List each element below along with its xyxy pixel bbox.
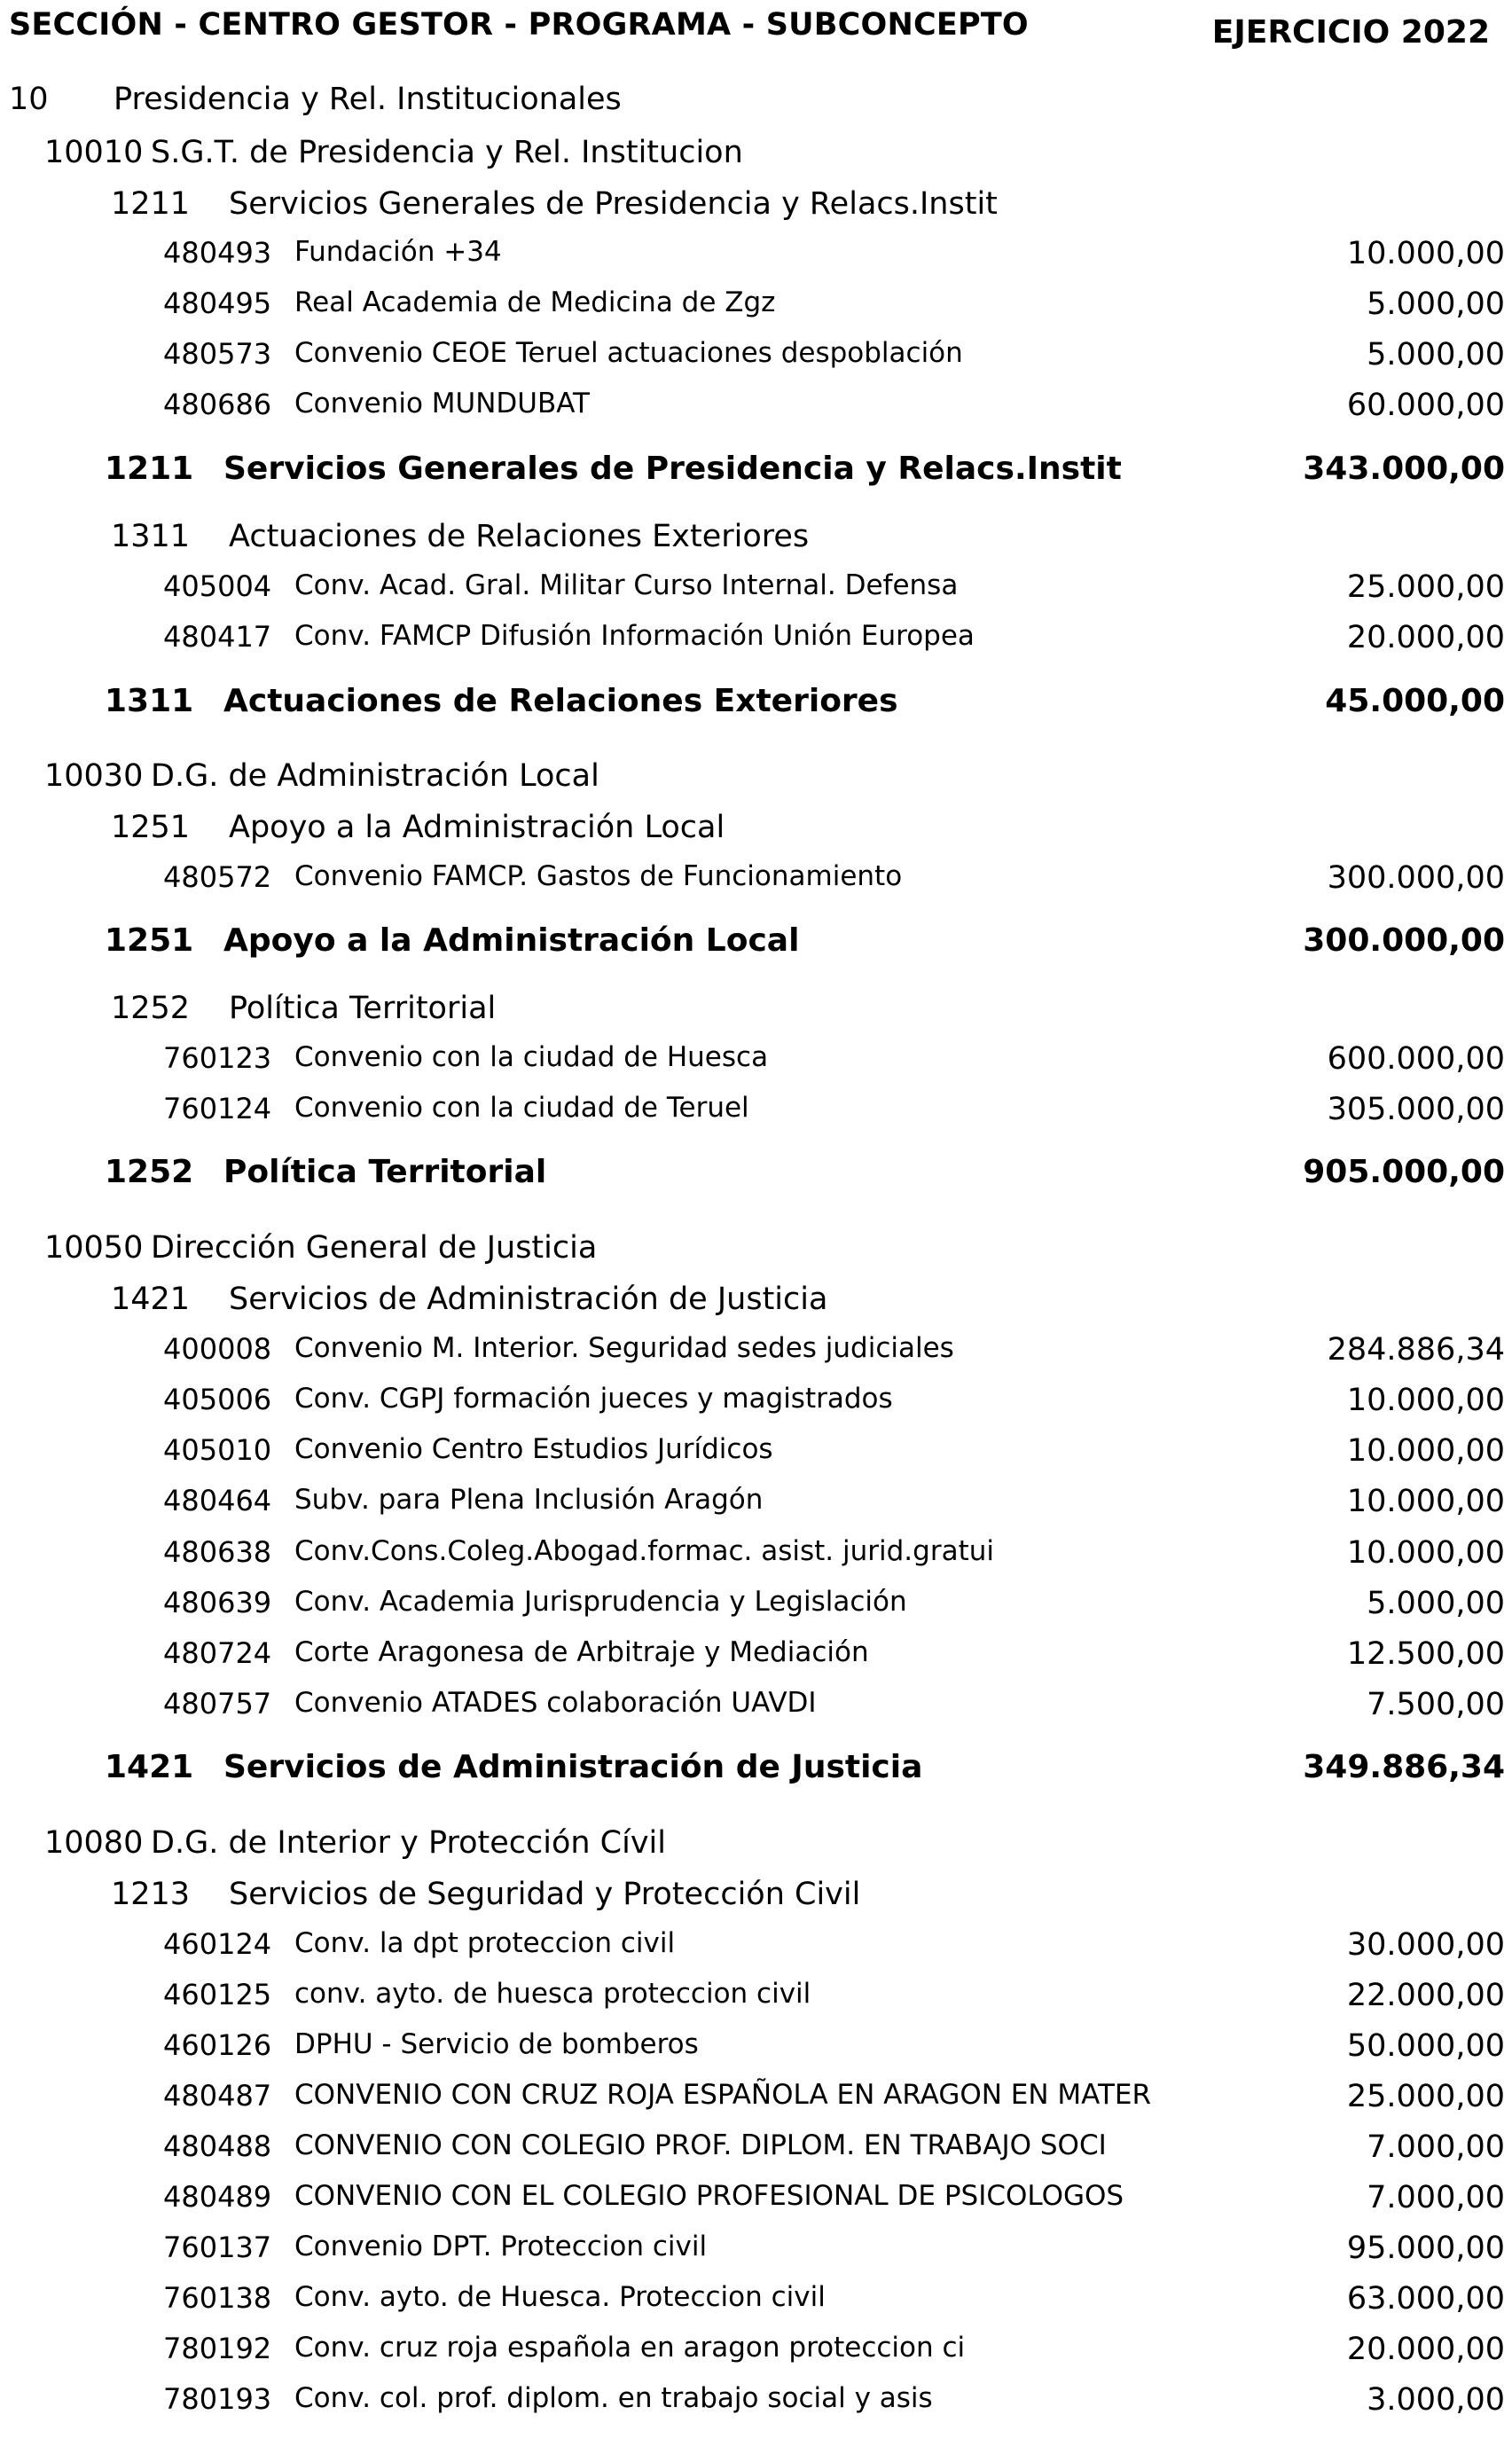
row-name: Actuaciones de Relaciones Exteriores [229,519,810,554]
row-code: 480639 [163,1586,272,1619]
row-code: 1251 [111,810,191,845]
fiscal-year: EJERCICIO 2022 [1211,14,1490,51]
row-code: 480488 [163,2129,272,2163]
row-amount: 10.000,00 [1346,1535,1505,1571]
report-title: SECCIÓN - CENTRO GESTOR - PROGRAMA - SUBCONCEPTO [9,7,1029,43]
row-name: Conv. Acad. Gral. Militar Curso Internal. Defensa [294,569,959,601]
row-name: Conv. la dpt proteccion civil [294,1927,676,1959]
row-name: Conv. ayto. de Huesca. Proteccion civil [294,2281,826,2313]
report-header [9,7,1508,53]
row-amount: 22.000,00 [1346,1978,1505,2013]
row-name: Apoyo a la Administración Local [223,922,800,959]
row-name: DPHU - Servicio de bomberos [294,2028,699,2060]
row-code: 760137 [163,2231,272,2264]
row-code: 460124 [163,1927,272,1961]
row-amount: 5.000,00 [1367,1586,1505,1621]
row-code: 1211 [111,186,191,222]
row-name: Convenio FAMCP. Gastos de Funcionamiento [294,860,903,892]
row-name: Servicios Generales de Presidencia y Relacs.Instit [229,186,998,222]
row-code: 1421 [111,1282,191,1317]
row-code: 480417 [163,620,272,654]
row-amount: 600.000,00 [1327,1041,1505,1077]
row-name: Servicios de Seguridad y Protección Civil [229,1877,861,1912]
row-amount: 905.000,00 [1303,1154,1505,1190]
row-name: Convenio con la ciudad de Huesca [294,1041,769,1073]
row-amount: 60.000,00 [1346,388,1505,423]
row-code: 10050 [44,1230,144,1266]
row-amount: 3.000,00 [1367,2382,1505,2418]
row-code: 1252 [105,1154,194,1190]
row-code: 780193 [163,2382,272,2416]
row-amount: 10.000,00 [1346,1383,1505,1418]
row-name: Conv.Cons.Coleg.Abogad.formac. asist. jurid.gratui [294,1535,994,1567]
row-name: Convenio ATADES colaboración UAVDI [294,1687,817,1719]
row-amount: 284.886,34 [1327,1332,1505,1368]
row-code: 1213 [111,1877,191,1912]
row-amount: 12.500,00 [1346,1636,1505,1672]
row-name: Convenio MUNDUBAT [294,388,590,419]
row-name: Conv. Academia Jurisprudencia y Legislación [294,1586,907,1618]
row-amount: 5.000,00 [1367,286,1505,322]
row-code: 760123 [163,1041,272,1075]
row-code: 480573 [163,337,272,371]
row-amount: 7.500,00 [1367,1687,1505,1722]
row-name: Presidencia y Rel. Institucionales [114,82,622,117]
row-name: CONVENIO CON CRUZ ROJA ESPAÑOLA EN ARAGON EN MATER [294,2079,1152,2111]
row-code: 480489 [163,2180,272,2214]
row-code: 480464 [163,1484,272,1517]
row-code: 760138 [163,2281,272,2315]
row-amount: 30.000,00 [1346,1927,1505,1963]
row-name: Servicios de Administración de Justicia [223,1749,923,1785]
row-code: 10080 [44,1825,144,1861]
row-code: 760124 [163,1092,272,1125]
row-name: S.G.T. de Presidencia y Rel. Institucion [151,135,743,170]
row-name: D.G. de Administración Local [151,758,599,794]
row-name: Conv. cruz roja española en aragon proteccion ci [294,2332,966,2364]
row-amount: 300.000,00 [1327,860,1505,896]
row-code: 460126 [163,2028,272,2062]
row-code: 10 [9,82,49,117]
row-amount: 10.000,00 [1346,1433,1505,1469]
row-amount: 20.000,00 [1346,2332,1505,2367]
row-amount: 7.000,00 [1367,2180,1505,2215]
row-amount: 5.000,00 [1367,337,1505,372]
row-code: 1252 [111,991,191,1026]
row-code: 1251 [105,922,194,959]
row-name: Política Territorial [223,1154,547,1190]
row-name: Conv. CGPJ formación jueces y magistrados [294,1383,893,1415]
row-name: Apoyo a la Administración Local [229,810,725,845]
row-amount: 10.000,00 [1346,1484,1505,1519]
row-code: 480572 [163,860,272,894]
row-name: Convenio DPT. Proteccion civil [294,2231,708,2262]
row-code: 10030 [44,758,144,794]
row-code: 10010 [44,135,144,170]
row-name: Convenio con la ciudad de Teruel [294,1092,749,1124]
row-name: CONVENIO CON COLEGIO PROF. DIPLOM. EN TRABAJO SOCI [294,2129,1107,2161]
row-name: Servicios Generales de Presidencia y Relacs.Instit [223,451,1122,487]
row-code: 400008 [163,1332,272,1366]
row-code: 405006 [163,1383,272,1416]
row-code: 480686 [163,388,272,421]
row-amount: 63.000,00 [1346,2281,1505,2317]
row-code: 460125 [163,1978,272,2011]
row-amount: 7.000,00 [1367,2129,1505,2165]
row-name: Convenio Centro Estudios Jurídicos [294,1433,773,1465]
row-amount: 25.000,00 [1346,569,1505,605]
row-code: 480757 [163,1687,272,1721]
row-amount: 45.000,00 [1325,683,1505,719]
row-amount: 25.000,00 [1346,2079,1505,2114]
row-amount: 300.000,00 [1303,922,1505,959]
row-code: 480638 [163,1535,272,1569]
row-amount: 343.000,00 [1303,451,1505,487]
row-name: Política Territorial [229,991,497,1026]
row-name: Actuaciones de Relaciones Exteriores [223,683,898,719]
row-name: Dirección General de Justicia [151,1230,598,1266]
row-code: 1311 [105,683,194,719]
row-code: 780192 [163,2332,272,2365]
row-amount: 10.000,00 [1346,236,1505,271]
row-amount: 95.000,00 [1346,2231,1505,2266]
row-name: Servicios de Administración de Justicia [229,1282,828,1317]
row-code: 1421 [105,1749,194,1785]
row-code: 480487 [163,2079,272,2113]
row-name: D.G. de Interior y Protección Cívil [151,1825,667,1861]
row-name: Conv. FAMCP Difusión Información Unión Europea [294,620,975,652]
row-name: Fundación +34 [294,236,502,268]
row-code: 480493 [163,236,272,270]
row-code: 480495 [163,286,272,320]
row-code: 1211 [105,451,194,487]
row-name: Convenio CEOE Teruel actuaciones despoblación [294,337,963,369]
row-code: 480724 [163,1636,272,1670]
row-code: 405010 [163,1433,272,1467]
row-amount: 305.000,00 [1327,1092,1505,1127]
row-name: Convenio M. Interior. Seguridad sedes judiciales [294,1332,954,1364]
row-name: Subv. para Plena Inclusión Aragón [294,1484,764,1516]
row-name: Conv. col. prof. diplom. en trabajo social y asis [294,2382,933,2414]
row-name: conv. ayto. de huesca proteccion civil [294,1978,811,2010]
row-amount: 50.000,00 [1346,2028,1505,2064]
row-amount: 20.000,00 [1346,620,1505,655]
row-name: Corte Aragonesa de Arbitraje y Mediación [294,1636,869,1668]
row-name: CONVENIO CON EL COLEGIO PROFESIONAL DE PSICOLOGOS [294,2180,1124,2212]
row-name: Real Academia de Medicina de Zgz [294,286,776,318]
row-code: 405004 [163,569,272,603]
row-amount: 349.886,34 [1303,1749,1505,1785]
row-code: 1311 [111,519,191,554]
